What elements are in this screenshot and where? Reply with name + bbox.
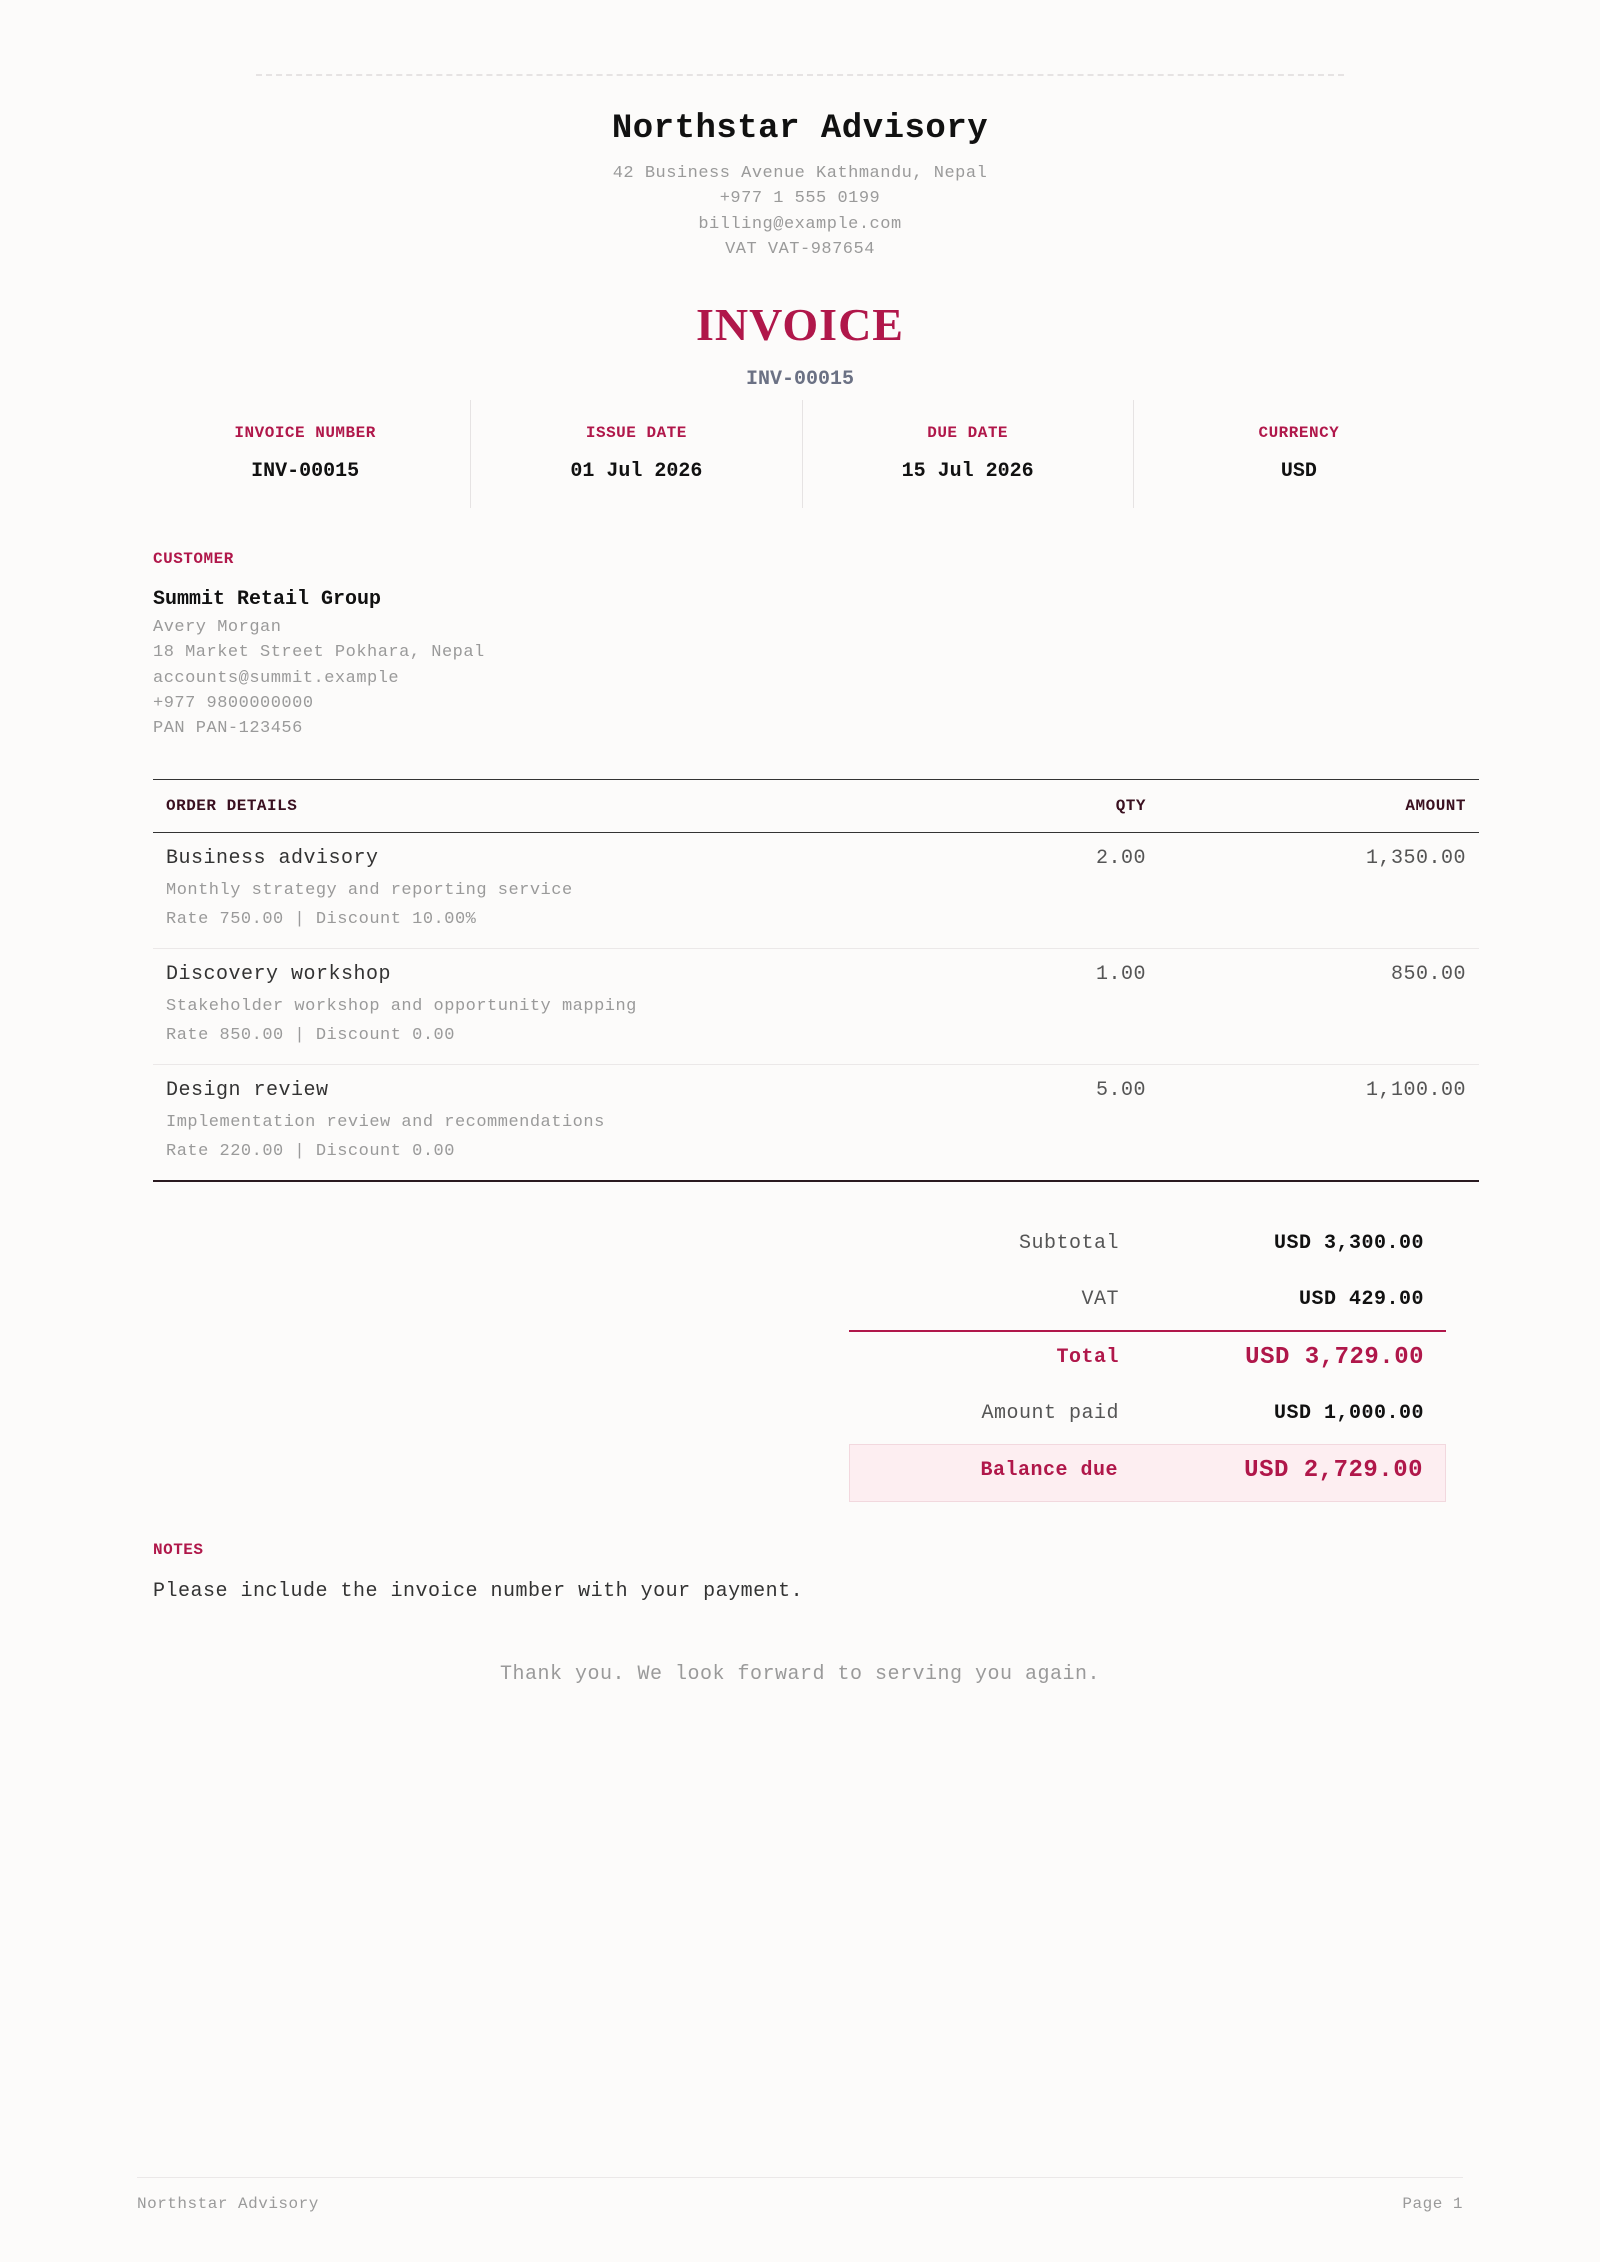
company-address: 42 Business Avenue Kathmandu, Nepal (612, 164, 988, 183)
item-amount: 1,100.00 (1365, 1079, 1466, 1102)
vat-label: VAT (1081, 1288, 1119, 1311)
line-items-table (153, 779, 1479, 1182)
customer-name: Summit Retail Group (153, 588, 382, 611)
meta-issue-date (471, 400, 802, 508)
meta-invoice-number (140, 400, 471, 508)
amount-paid-label: Amount paid (981, 1402, 1119, 1425)
item-title: Discovery workshop (166, 963, 392, 986)
subtotal-label: Subtotal (1018, 1232, 1119, 1255)
amount-paid-row (849, 1388, 1446, 1444)
item-rate-discount: Rate 850.00 | Discount 0.00 (166, 1026, 455, 1045)
company-vat: VAT VAT-987654 (725, 240, 875, 259)
header-qty: QTY (1115, 797, 1146, 815)
total-label: Total (1056, 1346, 1119, 1369)
item-qty: 5.00 (1095, 1079, 1146, 1102)
invoice-title: INVOICE (695, 299, 904, 350)
thank-you-message: Thank you. We look forward to serving you again. (499, 1663, 1101, 1686)
table-header (153, 779, 1479, 833)
item-amount: 850.00 (1390, 963, 1466, 986)
item-title: Design review (166, 1079, 329, 1102)
balance-due-value: USD 2,729.00 (1244, 1457, 1423, 1484)
header-order-details: ORDER DETAILS (166, 797, 298, 815)
footer-divider (137, 2177, 1463, 2178)
totals-block (849, 1218, 1446, 1502)
meta-label: ISSUE DATE (585, 424, 687, 442)
meta-due-date (803, 400, 1134, 508)
meta-label: CURRENCY (1258, 424, 1340, 442)
meta-value: USD (1280, 460, 1317, 483)
notes-label: NOTES (153, 1541, 204, 1559)
company-name: Northstar Advisory (611, 110, 989, 148)
item-rate-discount: Rate 220.00 | Discount 0.00 (166, 1142, 455, 1161)
total-value: USD 3,729.00 (1245, 1344, 1424, 1371)
customer-pan: PAN PAN-123456 (153, 719, 303, 738)
customer-phone: +977 9800000000 (153, 694, 314, 713)
subtotal-value: USD 3,300.00 (1273, 1232, 1424, 1255)
item-amount: 1,350.00 (1365, 847, 1466, 870)
item-rate-discount: Rate 750.00 | Discount 10.00% (166, 910, 477, 929)
meta-label: DUE DATE (927, 424, 1009, 442)
customer-label: CUSTOMER (153, 550, 234, 568)
meta-currency (1134, 400, 1464, 508)
subtotal-row (849, 1218, 1446, 1274)
balance-due-row (849, 1444, 1446, 1502)
top-divider (256, 74, 1344, 76)
company-email: billing@example.com (698, 215, 902, 234)
item-description: Implementation review and recommendations (166, 1113, 605, 1132)
notes-text: Please include the invoice number with your payment. (153, 1580, 804, 1603)
item-description: Stakeholder workshop and opportunity mapping (166, 997, 637, 1016)
customer-contact: Avery Morgan (153, 618, 282, 637)
customer-address: 18 Market Street Pokhara, Nepal (153, 643, 485, 662)
meta-value: 15 Jul 2026 (901, 460, 1034, 483)
amount-paid-value: USD 1,000.00 (1273, 1402, 1424, 1425)
vat-row (849, 1274, 1446, 1330)
footer-company: Northstar Advisory (137, 2195, 319, 2213)
table-row (153, 1065, 1479, 1182)
item-qty: 1.00 (1095, 963, 1146, 986)
customer-email: accounts@summit.example (153, 669, 400, 688)
company-phone: +977 1 555 0199 (719, 189, 881, 208)
balance-due-label: Balance due (980, 1459, 1118, 1482)
table-row (153, 833, 1479, 949)
invoice-number-subtitle: INV-00015 (745, 368, 855, 391)
item-qty: 2.00 (1095, 847, 1146, 870)
item-title: Business advisory (166, 847, 379, 870)
meta-label: INVOICE NUMBER (234, 424, 376, 442)
header-amount: AMOUNT (1405, 797, 1466, 815)
table-row (153, 949, 1479, 1065)
meta-value: INV-00015 (251, 460, 360, 483)
meta-value: 01 Jul 2026 (570, 460, 703, 483)
invoice-meta (140, 400, 1464, 508)
footer-page-number: Page 1 (1402, 2195, 1463, 2213)
item-description: Monthly strategy and reporting service (166, 881, 573, 900)
total-row (849, 1330, 1446, 1388)
vat-value: USD 429.00 (1298, 1288, 1424, 1311)
